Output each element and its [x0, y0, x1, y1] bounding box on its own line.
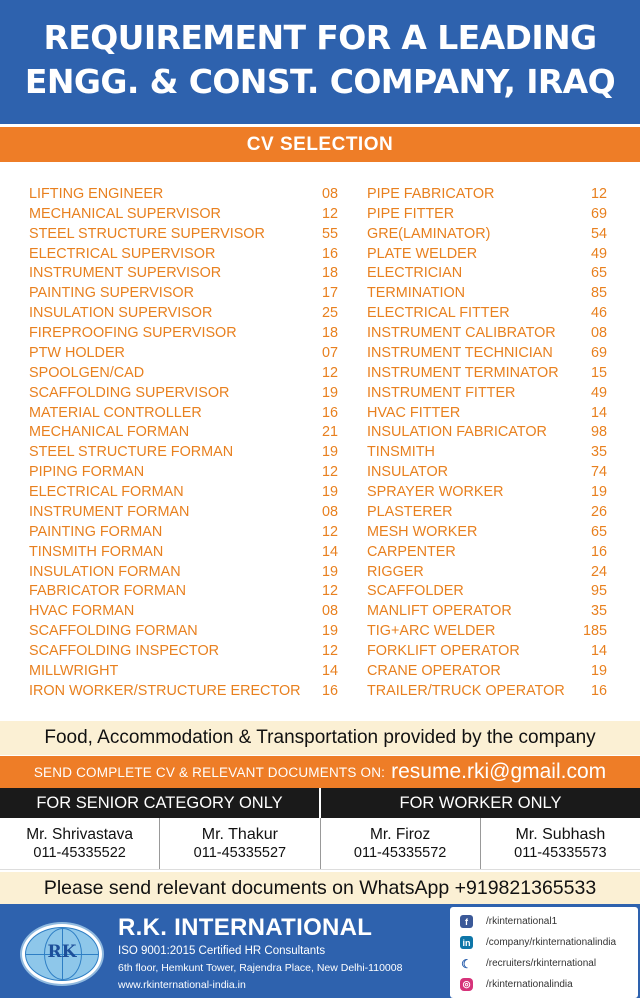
benefits-bar: [0, 721, 640, 755]
position-row: [29, 621, 338, 641]
position-count: 55: [321, 225, 338, 242]
position-title: TIG+ARC WELDER: [367, 623, 496, 640]
position-row: [367, 363, 607, 383]
position-count: 49: [590, 245, 607, 262]
position-row: [29, 542, 338, 562]
company-website[interactable]: www.rkinternational-india.in: [118, 979, 246, 991]
position-title: ELECTRICAL FORMAN: [29, 484, 184, 501]
social-handle: /company/rkinternationalindia: [486, 937, 617, 948]
position-row: [367, 343, 607, 363]
position-count: 185: [582, 623, 607, 640]
position-title: PAINTING FORMAN: [29, 523, 163, 540]
position-count: 35: [590, 603, 607, 620]
position-count: 26: [590, 503, 607, 520]
position-title: CARPENTER: [367, 543, 456, 560]
position-count: 16: [321, 404, 338, 421]
position-row: [367, 323, 607, 343]
position-row: [29, 462, 338, 482]
position-row: [367, 303, 607, 323]
position-title: PIPING FORMAN: [29, 464, 145, 481]
company-certification: ISO 9001:2015 Certified HR Consultants: [118, 945, 326, 957]
contact-name: Mr. Shrivastava: [26, 825, 134, 843]
position-title: MILLWRIGHT: [29, 662, 119, 679]
position-count: 12: [321, 583, 338, 600]
position-count: 15: [590, 364, 607, 381]
position-count: 19: [321, 444, 338, 461]
position-title: PIPE FABRICATOR: [367, 185, 495, 202]
position-title: PLASTERER: [367, 503, 453, 520]
position-row: [29, 244, 338, 264]
linkedin-icon: in: [460, 936, 473, 949]
position-title: INSTRUMENT SUPERVISOR: [29, 265, 222, 282]
position-count: 07: [321, 344, 338, 361]
position-title: IRON WORKER/STRUCTURE ERECTOR: [29, 682, 301, 699]
position-count: 46: [590, 305, 607, 322]
position-count: 14: [321, 543, 338, 560]
position-title: INSULATOR: [367, 464, 449, 481]
position-title: MATERIAL CONTROLLER: [29, 404, 202, 421]
position-title: INSTRUMENT FITTER: [367, 384, 516, 401]
position-title: HVAC FORMAN: [29, 603, 135, 620]
position-count: 16: [590, 682, 607, 699]
position-title: PLATE WELDER: [367, 245, 478, 262]
contact-phone[interactable]: 011-45335522: [33, 844, 126, 861]
position-row: [29, 323, 338, 343]
company-name: R.K. INTERNATIONAL: [118, 914, 373, 941]
position-title: SPRAYER WORKER: [367, 484, 504, 501]
contacts-row: [0, 818, 640, 870]
position-title: INSTRUMENT TECHNICIAN: [367, 344, 553, 361]
position-row: [367, 482, 607, 502]
position-row: [29, 383, 338, 403]
position-row: [29, 582, 338, 602]
position-row: [29, 363, 338, 383]
position-row: [367, 184, 607, 204]
position-count: 19: [590, 662, 607, 679]
contact-name: Mr. Firoz: [369, 825, 431, 843]
whatsapp-text: Please send relevant documents on WhatsApp +919821365533: [43, 876, 597, 899]
benefits-text: Food, Accommodation & Transportation provided by the company: [44, 727, 596, 748]
position-title: GRE(LAMINATOR): [367, 225, 491, 242]
position-title: INSULATION FORMAN: [29, 563, 181, 580]
cv-selection-banner: [0, 124, 640, 162]
position-title: LIFTING ENGINEER: [29, 185, 164, 202]
position-title: TERMINATION: [367, 285, 466, 302]
position-title: INSTRUMENT FORMAN: [29, 503, 190, 520]
position-count: 08: [321, 185, 338, 202]
company-logo: [20, 922, 104, 986]
position-row: [29, 641, 338, 661]
social-link[interactable]: [460, 974, 638, 995]
position-count: 08: [321, 603, 338, 620]
position-row: [29, 343, 338, 363]
position-count: 65: [590, 265, 607, 282]
footer: [0, 904, 640, 998]
position-title: SCAFFOLDING INSPECTOR: [29, 643, 220, 660]
social-link[interactable]: [460, 911, 638, 932]
position-title: ELECTRICIAN: [367, 265, 463, 282]
position-title: STEEL STRUCTURE SUPERVISOR: [29, 225, 265, 242]
position-title: MESH WORKER: [367, 523, 478, 540]
position-row: [29, 681, 338, 701]
position-count: 69: [590, 205, 607, 222]
social-links: [450, 907, 638, 998]
position-row: [367, 522, 607, 542]
recruiter-icon: ☾: [461, 956, 472, 971]
company-info: [118, 914, 402, 991]
position-row: [29, 661, 338, 681]
position-title: CRANE OPERATOR: [367, 662, 501, 679]
position-count: 19: [321, 623, 338, 640]
position-count: 14: [590, 643, 607, 660]
company-address: 6th floor, Hemkunt Tower, Rajendra Place, New Delhi-110008: [118, 962, 403, 974]
cv-selection-label: CV SELECTION: [246, 133, 394, 155]
position-row: [367, 542, 607, 562]
position-title: STEEL STRUCTURE FORMAN: [29, 444, 234, 461]
page-title-line-2: ENGG. & CONST. COMPANY, IRAQ: [24, 62, 616, 101]
position-row: [29, 184, 338, 204]
position-count: 12: [590, 185, 607, 202]
position-title: INSULATION SUPERVISOR: [29, 305, 213, 322]
position-count: 21: [321, 424, 338, 441]
position-row: [29, 562, 338, 582]
social-link[interactable]: [460, 953, 638, 974]
position-count: 24: [590, 563, 607, 580]
position-row: [367, 204, 607, 224]
worker-category-label: FOR WORKER ONLY: [319, 788, 640, 818]
position-row: [367, 423, 607, 443]
position-count: 49: [590, 384, 607, 401]
position-row: [367, 403, 607, 423]
position-count: 08: [590, 325, 607, 342]
position-count: 12: [321, 523, 338, 540]
position-count: 69: [590, 344, 607, 361]
position-count: 25: [321, 305, 338, 322]
position-row: [367, 224, 607, 244]
position-count: 17: [321, 285, 338, 302]
position-count: 19: [321, 384, 338, 401]
position-row: [367, 621, 607, 641]
position-title: RIGGER: [367, 563, 424, 580]
position-title: SCAFFOLDING FORMAN: [29, 623, 198, 640]
position-row: [367, 641, 607, 661]
position-count: 85: [590, 285, 607, 302]
position-row: [367, 681, 607, 701]
position-row: [29, 283, 338, 303]
position-row: [29, 204, 338, 224]
position-title: MECHANICAL FORMAN: [29, 424, 190, 441]
position-row: [29, 482, 338, 502]
send-cv-label: SEND COMPLETE CV & RELEVANT DOCUMENTS ON:: [33, 764, 386, 780]
position-row: [29, 502, 338, 522]
contact-phone[interactable]: 011-45335573: [514, 844, 607, 861]
position-title: SCAFFOLDER: [367, 583, 464, 600]
position-count: 12: [321, 364, 338, 381]
contact-card: [480, 818, 640, 869]
contact-card: [159, 818, 319, 869]
social-link[interactable]: [460, 932, 638, 953]
position-row: [29, 264, 338, 284]
position-row: [29, 403, 338, 423]
position-title: FIREPROOFING SUPERVISOR: [29, 325, 237, 342]
position-row: [367, 244, 607, 264]
position-title: HVAC FITTER: [367, 404, 461, 421]
position-count: 18: [321, 265, 338, 282]
position-count: 12: [321, 643, 338, 660]
position-count: 74: [590, 464, 607, 481]
globe-icon: [25, 927, 99, 981]
position-count: 19: [590, 484, 607, 501]
positions-right-column: [367, 184, 607, 701]
position-row: [367, 582, 607, 602]
positions-left-column: [29, 184, 338, 701]
position-row: [29, 601, 338, 621]
position-row: [367, 264, 607, 284]
position-row: [29, 442, 338, 462]
position-title: MANLIFT OPERATOR: [367, 603, 512, 620]
header-banner: [0, 0, 640, 124]
position-row: [367, 283, 607, 303]
position-title: PTW HOLDER: [29, 344, 125, 361]
position-count: 12: [321, 205, 338, 222]
position-count: 16: [321, 245, 338, 262]
position-title: TINSMITH: [367, 444, 435, 461]
position-title: ELECTRICAL SUPERVISOR: [29, 245, 216, 262]
contact-card: [320, 818, 480, 869]
position-row: [367, 661, 607, 681]
position-title: TRAILER/TRUCK OPERATOR: [367, 682, 565, 699]
position-title: FABRICATOR FORMAN: [29, 583, 186, 600]
position-row: [367, 383, 607, 403]
senior-category-label: FOR SENIOR CATEGORY ONLY: [36, 793, 283, 812]
position-title: MECHANICAL SUPERVISOR: [29, 205, 221, 222]
facebook-icon: f: [460, 915, 473, 928]
position-row: [29, 224, 338, 244]
whatsapp-bar: [0, 872, 640, 904]
send-cv-bar: [0, 756, 640, 788]
position-count: 35: [590, 444, 607, 461]
category-bar: [0, 788, 640, 818]
position-count: 65: [590, 523, 607, 540]
position-title: INSTRUMENT TERMINATOR: [367, 364, 559, 381]
position-count: 16: [590, 543, 607, 560]
position-count: 18: [321, 325, 338, 342]
contact-name: Mr. Subhash: [515, 825, 606, 843]
position-title: INSULATION FABRICATOR: [367, 424, 547, 441]
position-count: 12: [321, 464, 338, 481]
position-row: [367, 562, 607, 582]
position-title: FORKLIFT OPERATOR: [367, 643, 520, 660]
position-title: ELECTRICAL FITTER: [367, 305, 510, 322]
position-row: [367, 462, 607, 482]
position-count: 16: [321, 682, 338, 699]
page-title-line-1: REQUIREMENT FOR A LEADING: [43, 18, 597, 57]
position-title: PAINTING SUPERVISOR: [29, 285, 194, 302]
contact-name: Mr. Thakur: [201, 825, 278, 843]
social-handle: /rkinternational1: [486, 916, 558, 927]
position-row: [29, 303, 338, 323]
position-count: 19: [321, 563, 338, 580]
contact-card: [0, 818, 159, 869]
position-title: SCAFFOLDING SUPERVISOR: [29, 384, 230, 401]
position-row: [29, 522, 338, 542]
position-count: 14: [321, 662, 338, 679]
position-row: [367, 502, 607, 522]
position-count: 98: [590, 424, 607, 441]
position-title: TINSMITH FORMAN: [29, 543, 164, 560]
social-handle: /rkinternationalindia: [486, 979, 573, 990]
position-title: PIPE FITTER: [367, 205, 455, 222]
position-row: [367, 442, 607, 462]
position-count: 14: [590, 404, 607, 421]
email-link[interactable]: resume.rki@gmail.com: [391, 760, 607, 783]
instagram-icon: ◎: [460, 978, 473, 991]
position-count: 19: [321, 484, 338, 501]
position-count: 08: [321, 503, 338, 520]
contact-phone[interactable]: 011-45335572: [353, 844, 447, 861]
contact-phone[interactable]: 011-45335527: [193, 844, 287, 861]
social-handle: /recruiters/rkinternational: [486, 958, 597, 969]
position-title: INSTRUMENT CALIBRATOR: [367, 325, 556, 342]
position-count: 95: [590, 583, 607, 600]
position-row: [29, 423, 338, 443]
position-row: [367, 601, 607, 621]
position-count: 54: [590, 225, 607, 242]
logo-monogram: RK: [47, 942, 77, 962]
position-title: SPOOLGEN/CAD: [29, 364, 145, 381]
